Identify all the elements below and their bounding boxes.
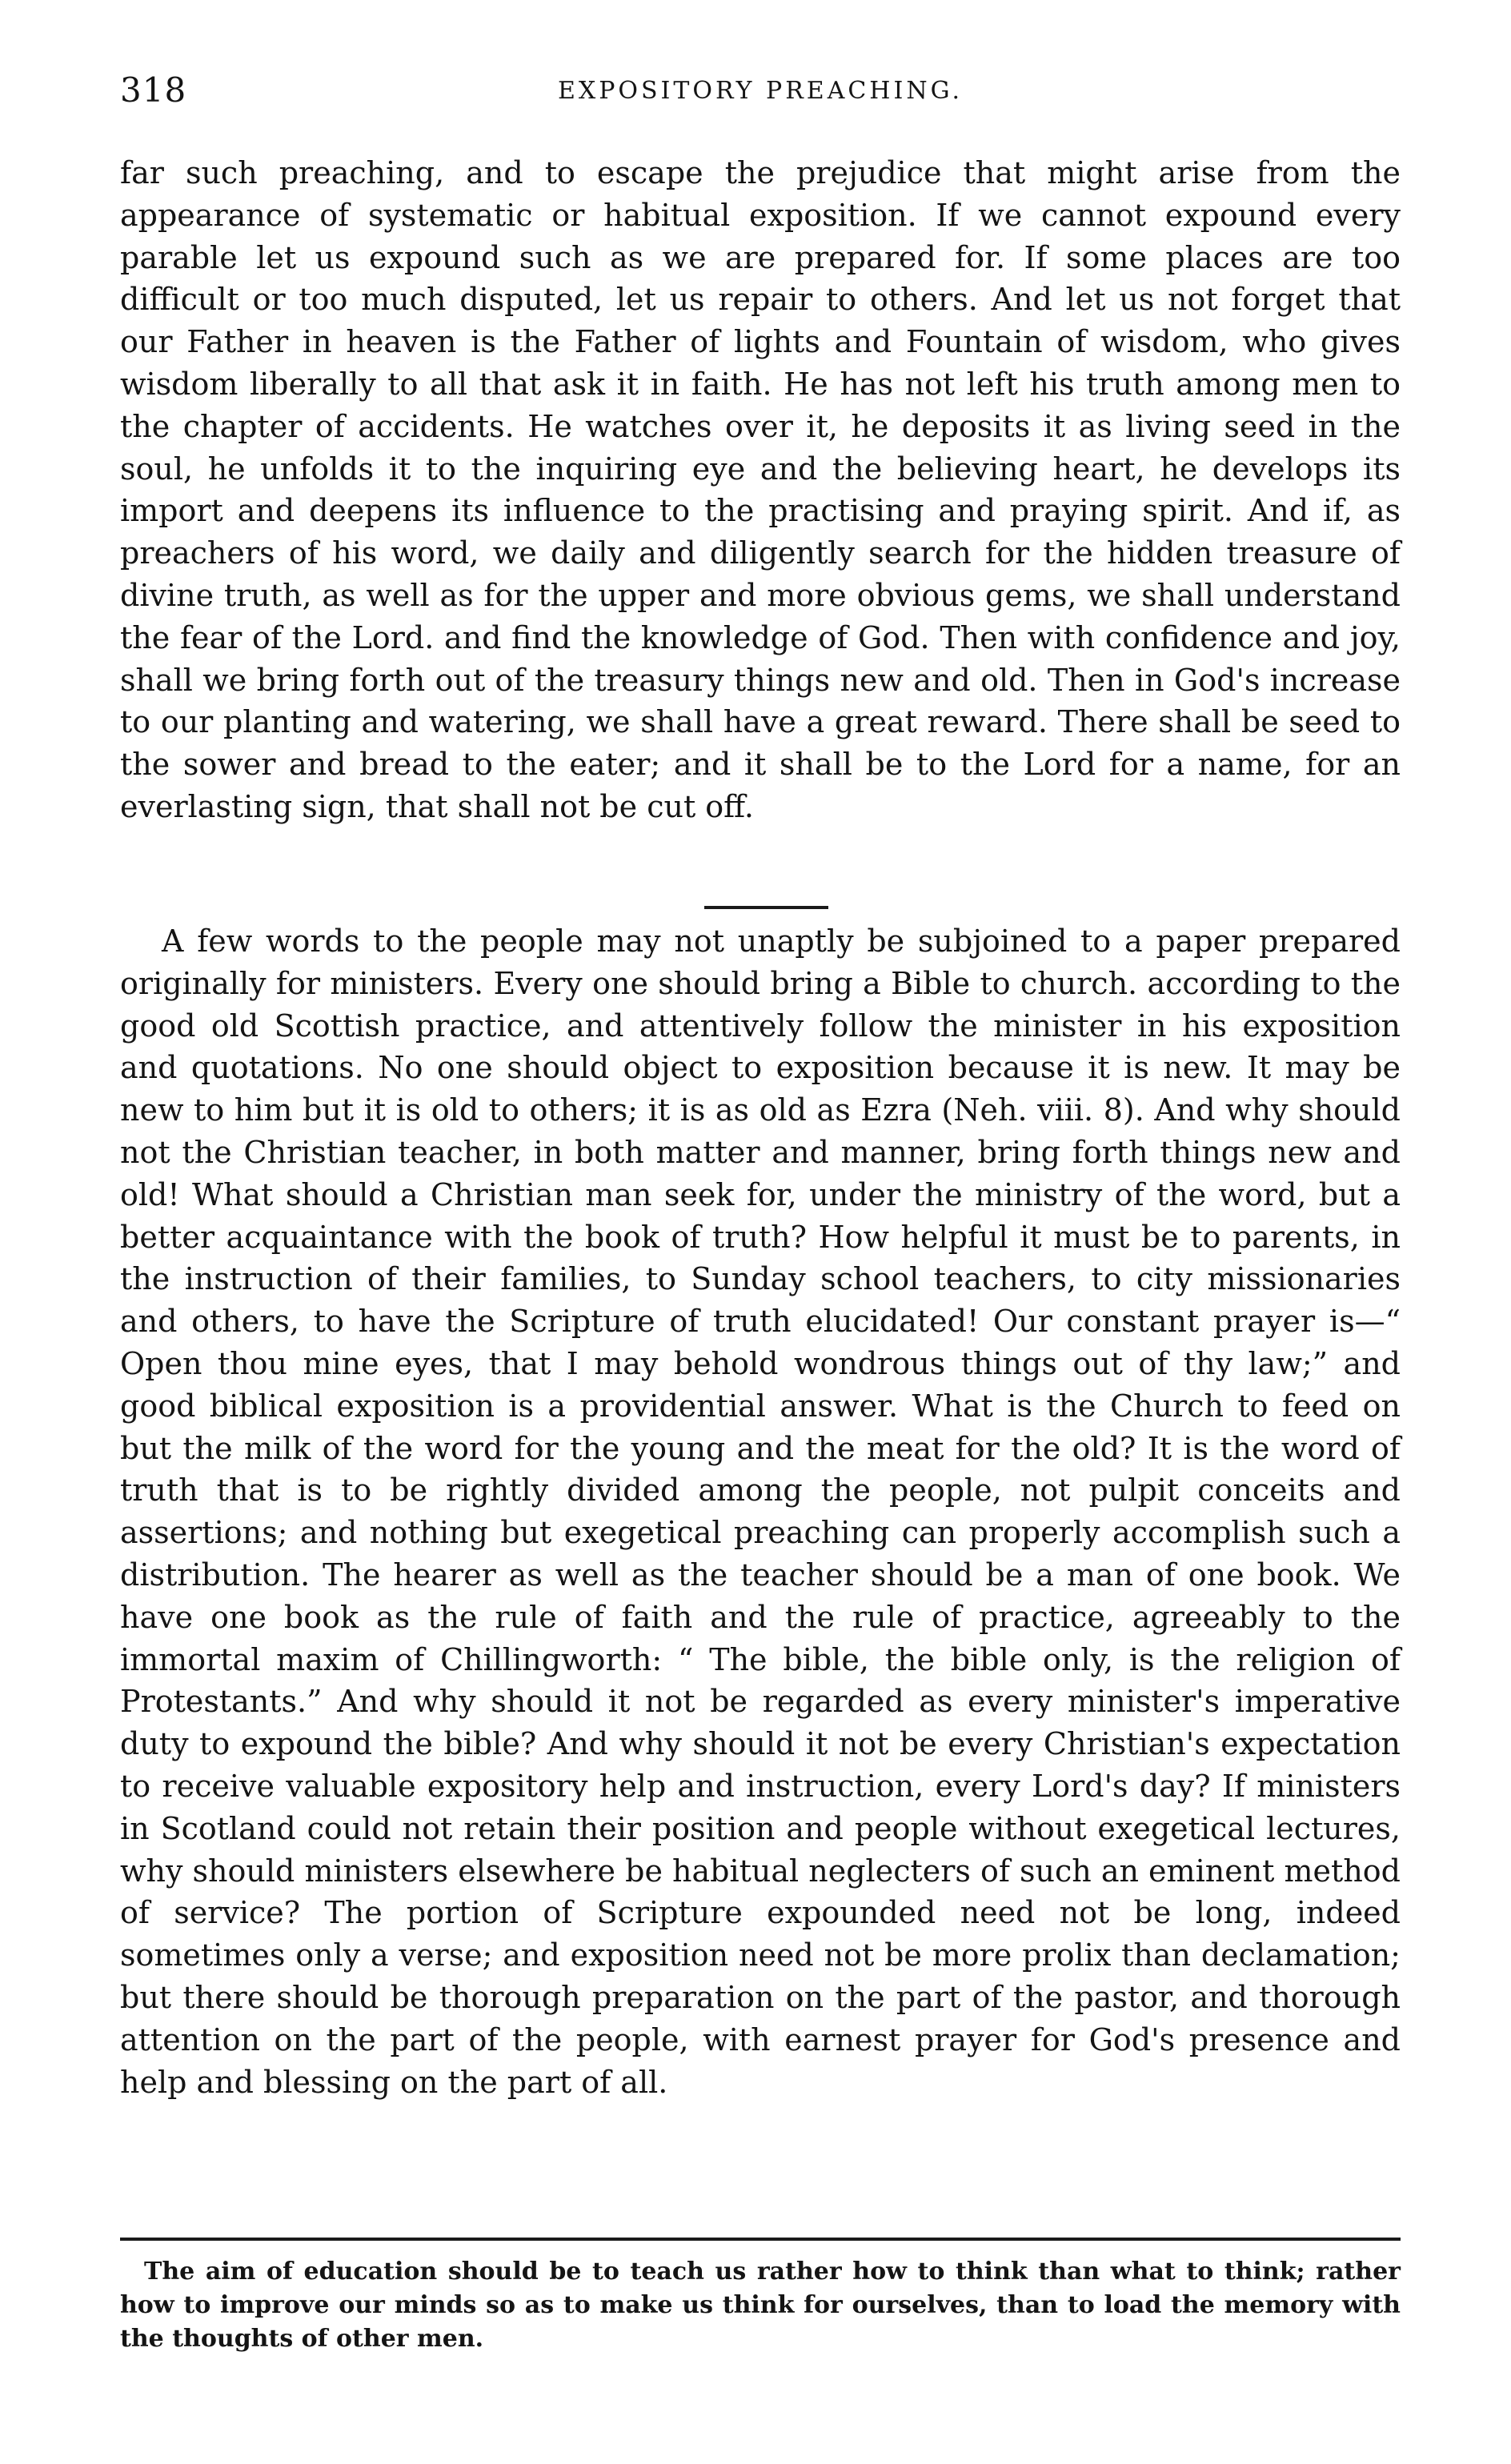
footnote-divider bbox=[120, 2238, 1401, 2241]
paragraph-text: far such preaching, and to escape the prejudice that might arise from the appearance of systematic or habitual exposition. If we cannot expound every parable let us expound such as we are prepared for. If some places are too difficult or too much disputed, let us repair to others. And let us not forget that our Father in heaven is the Father of lights and Fountain of wisdom, who gives wisdom liberally to all that ask it in faith. He has not left his truth among men to the chapter of accidents. He watches over it, he deposits it as living seed in the soul, he unfolds it to the inquiring eye and the believing heart, he develops its import and deepens its influence to the practising and praying spirit. And if, as preachers of his word, we daily and diligently search for the hidden treasure of divine truth, as well as for the upper and more obvious gems, we shall understand the fear of the Lord. and find the knowledge of God. Then with confidence and joy, shall we bring forth out of the treasury things new and old. Then in God's increase to our planting and watering, we shall have a great reward. There shall be seed to the sower and bread to the eater; and it shall be to the Lord for a name, for an everlasting sign, that shall not be cut off. bbox=[120, 155, 1401, 824]
section-divider bbox=[704, 906, 828, 909]
running-title: EXPOSITORY PREACHING. bbox=[557, 77, 964, 105]
footnote-text: The aim of education should be to teach us rather how to think than what to think; rather how to improve our minds so as to make us think for ourselves, than to load the memory with the thoughts of other men. bbox=[120, 2258, 1401, 2353]
body-paragraph-1 bbox=[120, 152, 1401, 828]
body-paragraph-2 bbox=[120, 920, 1401, 2103]
page-header bbox=[120, 70, 1401, 118]
paragraph-text: A few words to the people may not unaptly be subjoined to a paper prepared originally for ministers. Every one should bring a Bible to church. according to the good old Scottish practice, and attentively follow the minister in his exposition and quotations. No one should object to exposition because it is new. It may be new to him but it is old to others; it is as old as Ezra (Neh. viii. 8). And why should not the Christian teacher, in both matter and manner, bring forth things new and old! What should a Christian man seek for, under the ministry of the word, but a better acquaintance with the book of truth? How helpful it must be to parents, in the instruction of their families, to Sunday school teachers, to city missionaries and others, to have the Scripture of truth elucidated! Our constant prayer is—“ Open thou mine eyes, that I may behold wondrous things out of thy law;” and good biblical exposition is a providential answer. What is the Church to feed on but the milk of the word for the young and the meat for the old? It is the word of truth that is to be rightly divided among the people, not pulpit conceits and assertions; and nothing but exegetical preaching can properly accomplish such a distribution. The hearer as well as the teacher should be a man of one book. We have one book as the rule of faith and the rule of practice, agreeably to the immortal maxim of Chillingworth: “ The bible, the bible only, is the religion of Protestants.” And why should it not be regarded as every minister's imperative duty to expound the bible? And why should it not be every Christian's expectation to receive valuable expository help and instruction, every Lord's day? If ministers in Scotland could not retain their position and people without exegetical lectures, why should ministers elsewhere be habitual neglecters of such an eminent method of service? The portion of Scripture expounded need not be long, indeed sometimes only a verse; and exposition need not be more prolix than declamation; but there should be thorough preparation on the part of the pastor, and thorough attention on the part of the people, with earnest prayer for God's presence and help and blessing on the part of all. bbox=[120, 923, 1401, 2100]
footnote bbox=[120, 2255, 1401, 2356]
page-number: 318 bbox=[120, 70, 187, 110]
